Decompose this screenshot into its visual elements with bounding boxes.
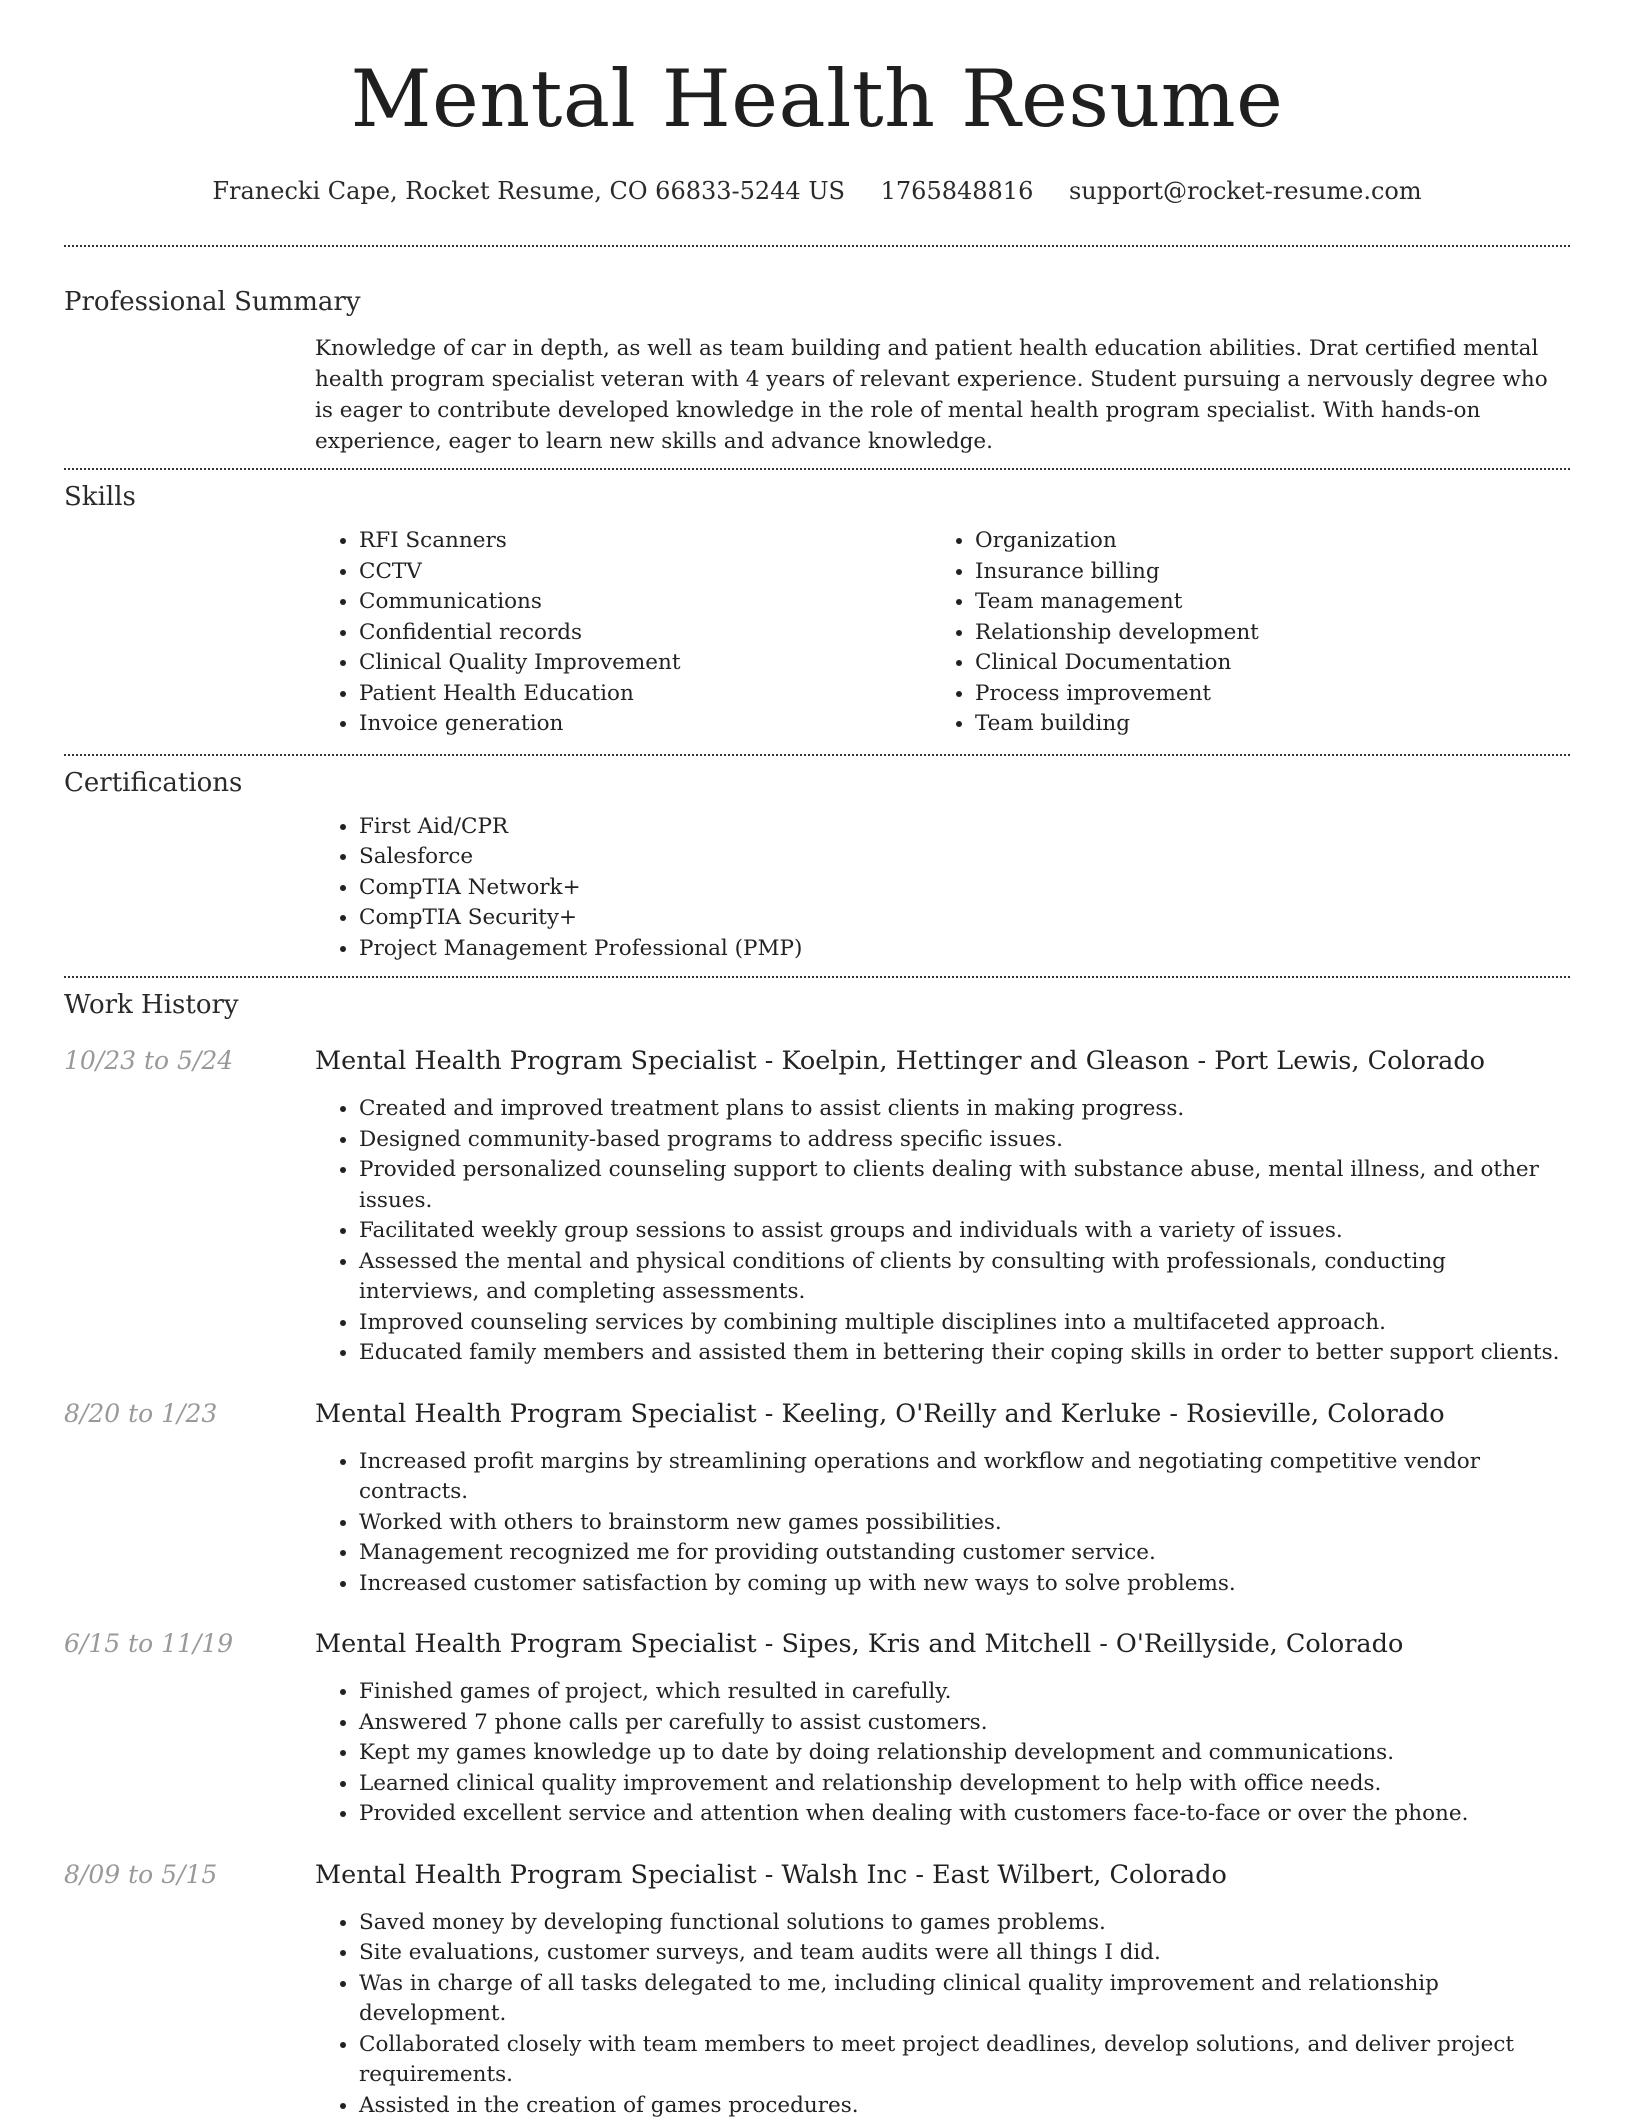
skill-item: • Clinical Documentation (975, 648, 1547, 679)
job-bullet: • Assisted in the creation of games procedures. (359, 2091, 1570, 2121)
job-dates: 6/15 to 11/19 (64, 1629, 233, 1658)
contact-address: Franecki Cape, Rocket Resume, CO 66833-5244 US (212, 177, 845, 205)
section-divider (64, 754, 1570, 756)
section-divider (64, 976, 1570, 978)
job-entry (64, 1399, 1570, 1600)
certification-item: • Salesforce (359, 842, 1570, 873)
skills-column-right (931, 526, 1547, 740)
skill-item: • Team building (975, 709, 1547, 740)
resume-page (64, 0, 1570, 2121)
job-entry (64, 1860, 1570, 2121)
job-bullet: • Collaborated closely with team members to meet project deadlines, develop solutions, and deliver project requirements. (359, 2030, 1570, 2091)
job-bullet: • Educated family members and assisted them in bettering their coping skills in order to better support clients. (359, 1338, 1570, 1369)
job-bullet: • Created and improved treatment plans to assist clients in making progress. (359, 1094, 1570, 1125)
certification-item: • Project Management Professional (PMP) (359, 934, 1570, 965)
job-title: Mental Health Program Specialist - Walsh Inc - East Wilbert, Colorado (315, 1860, 1570, 1890)
skill-item: • Confidential records (359, 618, 931, 649)
section-divider (64, 245, 1570, 247)
job-bullet: • Increased customer satisfaction by coming up with new ways to solve problems. (359, 1569, 1570, 1600)
skills-column-left (315, 526, 931, 740)
job-bullet: • Provided excellent service and attention when dealing with customers face-to-face or over the phone. (359, 1799, 1570, 1830)
job-bullet: • Improved counseling services by combining multiple disciplines into a multifaceted approach. (359, 1308, 1570, 1339)
job-title: Mental Health Program Specialist - Keeling, O'Reilly and Kerluke - Rosieville, Colorado (315, 1399, 1570, 1429)
skill-item: • Process improvement (975, 679, 1547, 710)
job-bullet: • Provided personalized counseling support to clients dealing with substance abuse, mental illness, and other issues. (359, 1155, 1570, 1216)
job-bullet: • Worked with others to brainstorm new games possibilities. (359, 1508, 1570, 1539)
job-bullet: • Designed community-based programs to address specific issues. (359, 1125, 1570, 1156)
certification-item: • First Aid/CPR (359, 812, 1570, 843)
skill-item: • CCTV (359, 557, 931, 588)
section-title-summary: Professional Summary (64, 287, 1570, 317)
certification-item: • CompTIA Security+ (359, 903, 1570, 934)
contact-phone: 1765848816 (881, 177, 1034, 205)
job-dates: 8/09 to 5/15 (64, 1860, 217, 1889)
certification-item: • CompTIA Network+ (359, 873, 1570, 904)
resume-title: Mental Health Resume (64, 60, 1570, 139)
skill-item: • Insurance billing (975, 557, 1547, 588)
skill-item: • RFI Scanners (359, 526, 931, 557)
job-dates: 8/20 to 1/23 (64, 1399, 217, 1428)
job-title: Mental Health Program Specialist - Koelpin, Hettinger and Gleason - Port Lewis, Colorado (315, 1046, 1570, 1076)
job-bullet: • Saved money by developing functional solutions to games problems. (359, 1908, 1570, 1939)
certifications-list (315, 812, 1570, 965)
summary-text: Knowledge of car in depth, as well as team building and patient health education abilities. Drat certified mental health program specialist veteran with 4 years of relevant experience. Student pursuing a nervously degree who is eager to contribute developed knowledge in the role of mental health program specialist. With hands-on experience, eager to learn new skills and advance knowledge. (315, 333, 1570, 457)
skill-item: • Communications (359, 587, 931, 618)
job-entry (64, 1629, 1570, 1830)
section-title-certifications: Certifications (64, 768, 1570, 798)
job-bullet: • Finished games of project, which resulted in carefully. (359, 1677, 1570, 1708)
job-bullet: • Answered 7 phone calls per carefully to assist customers. (359, 1708, 1570, 1739)
job-dates: 10/23 to 5/24 (64, 1046, 233, 1075)
skill-item: • Patient Health Education (359, 679, 931, 710)
job-bullet: • Site evaluations, customer surveys, and team audits were all things I did. (359, 1938, 1570, 1969)
job-bullet: • Was in charge of all tasks delegated to me, including clinical quality improvement and relationship development. (359, 1969, 1570, 2030)
job-bullet: • Learned clinical quality improvement and relationship development to help with office needs. (359, 1769, 1570, 1800)
skill-item: • Invoice generation (359, 709, 931, 740)
job-bullets (315, 1094, 1570, 1369)
skill-item: • Team management (975, 587, 1547, 618)
job-bullet: • Increased profit margins by streamlining operations and workflow and negotiating competitive vendor contracts. (359, 1447, 1570, 1508)
job-bullet: • Assessed the mental and physical conditions of clients by consulting with professionals, conducting interviews, and completing assessments. (359, 1247, 1570, 1308)
skills-list (315, 526, 1570, 740)
job-bullets (315, 1677, 1570, 1830)
contact-line (64, 177, 1570, 205)
job-bullet: • Management recognized me for providing outstanding customer service. (359, 1538, 1570, 1569)
job-bullet: • Kept my games knowledge up to date by doing relationship development and communications. (359, 1738, 1570, 1769)
job-entry (64, 1046, 1570, 1369)
section-title-skills: Skills (64, 482, 1570, 512)
section-title-work-history: Work History (64, 990, 1570, 1020)
skill-item: • Clinical Quality Improvement (359, 648, 931, 679)
job-bullets (315, 1447, 1570, 1600)
contact-email[interactable]: support@rocket-resume.com (1069, 177, 1422, 205)
job-bullet: • Facilitated weekly group sessions to assist groups and individuals with a variety of issues. (359, 1216, 1570, 1247)
section-divider (64, 468, 1570, 470)
job-title: Mental Health Program Specialist - Sipes, Kris and Mitchell - O'Reillyside, Colorado (315, 1629, 1570, 1659)
skill-item: • Relationship development (975, 618, 1547, 649)
job-bullets (315, 1908, 1570, 2121)
skill-item: • Organization (975, 526, 1547, 557)
